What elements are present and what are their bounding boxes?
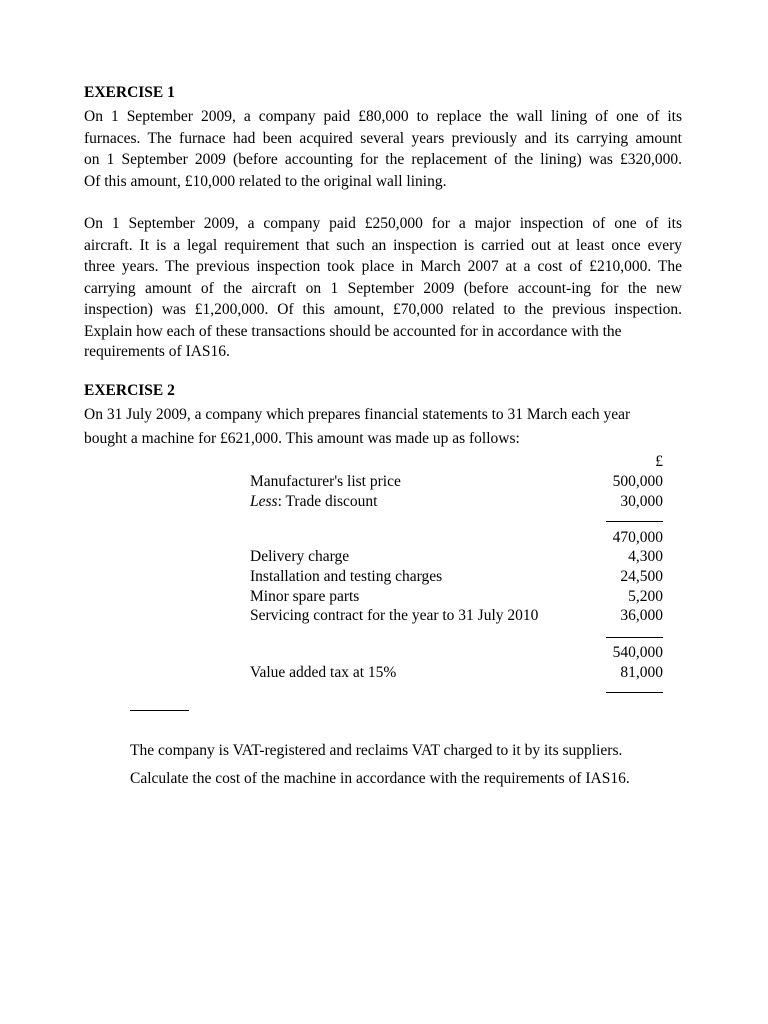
exercise-2-intro-line-2: bought a machine for £621,000. This amount was made up as follows: — [84, 430, 520, 447]
delivery-value: 4,300 — [628, 548, 663, 565]
closing-line-2: Calculate the cost of the machine in accordance with the requirements of IAS16. — [130, 770, 630, 787]
trade-discount-text: : Trade discount — [277, 493, 378, 510]
paragraph-line: on 1 September 2009 (before accounting for the replacement of the lining) was £320,000. — [84, 151, 682, 168]
installation-value: 24,500 — [620, 568, 663, 585]
total-rule — [606, 692, 663, 693]
paragraph-line: On 31 July 2009, a company which prepares financial statements to 31 March each year — [84, 406, 631, 423]
exercise-1-paragraph-2-tail: requirements of IAS16. — [84, 343, 230, 360]
exercise-1-heading: EXERCISE 1 — [84, 84, 175, 101]
trade-discount-value: 30,000 — [620, 493, 663, 510]
list-price-label: Manufacturer's list price — [250, 473, 401, 490]
paragraph-line: Explain how each of these transactions should be accounted for in accordance with the — [84, 322, 622, 340]
closing-line-1: The company is VAT-registered and reclaims VAT charged to it by its suppliers. — [130, 742, 623, 759]
paragraph-line: On 1 September 2009, a company paid £80,000 to replace the wall lining of one of its — [84, 108, 682, 125]
paragraph-line: On 1 September 2009, a company paid £250,000 for a major inspection of one of its — [84, 215, 682, 232]
paragraph-line: inspection) was £1,200,000. Of this amount, £70,000 related to the previous inspection. — [84, 301, 682, 318]
currency-header: £ — [655, 453, 663, 470]
spares-label: Minor spare parts — [250, 588, 360, 605]
paragraph-line: furnaces. The furnace had been acquired several years previously and its carrying amount — [84, 129, 682, 147]
exercise-2-heading: EXERCISE 2 — [84, 382, 175, 399]
subtotal-1-value: 470,000 — [612, 529, 663, 546]
subtotal-rule-2 — [606, 637, 663, 638]
installation-label: Installation and testing charges — [250, 568, 443, 585]
paragraph-line: carrying amount of the aircraft on 1 September 2009 (before account-ing for the new — [84, 279, 682, 297]
delivery-label: Delivery charge — [250, 548, 350, 565]
exercise-1-paragraph-2 — [84, 213, 682, 342]
paragraph-line: aircraft. It is a legal requirement that such an inspection is carried out at least once every — [84, 236, 682, 254]
servicing-label: Servicing contract for the year to 31 July 2010 — [250, 607, 539, 624]
paragraph-line: Of this amount, £10,000 related to the original wall lining. — [84, 172, 447, 190]
servicing-value: 36,000 — [620, 607, 663, 624]
subtotal-rule-1 — [606, 521, 663, 522]
spares-value: 5,200 — [628, 588, 663, 605]
exercise-1-paragraph-1 — [84, 106, 682, 192]
vat-value: 81,000 — [620, 664, 663, 681]
paragraph-line: three years. The previous inspection took place in March 2007 at a cost of £210,000. The — [84, 258, 682, 275]
vat-label: Value added tax at 15% — [250, 664, 397, 681]
trade-discount-label — [250, 493, 377, 511]
list-price-value: 500,000 — [612, 473, 663, 490]
exercise-2-intro — [84, 404, 682, 426]
blank-total-rule — [130, 710, 189, 711]
less-italic: Less — [250, 493, 278, 510]
subtotal-2-value: 540,000 — [612, 644, 663, 661]
